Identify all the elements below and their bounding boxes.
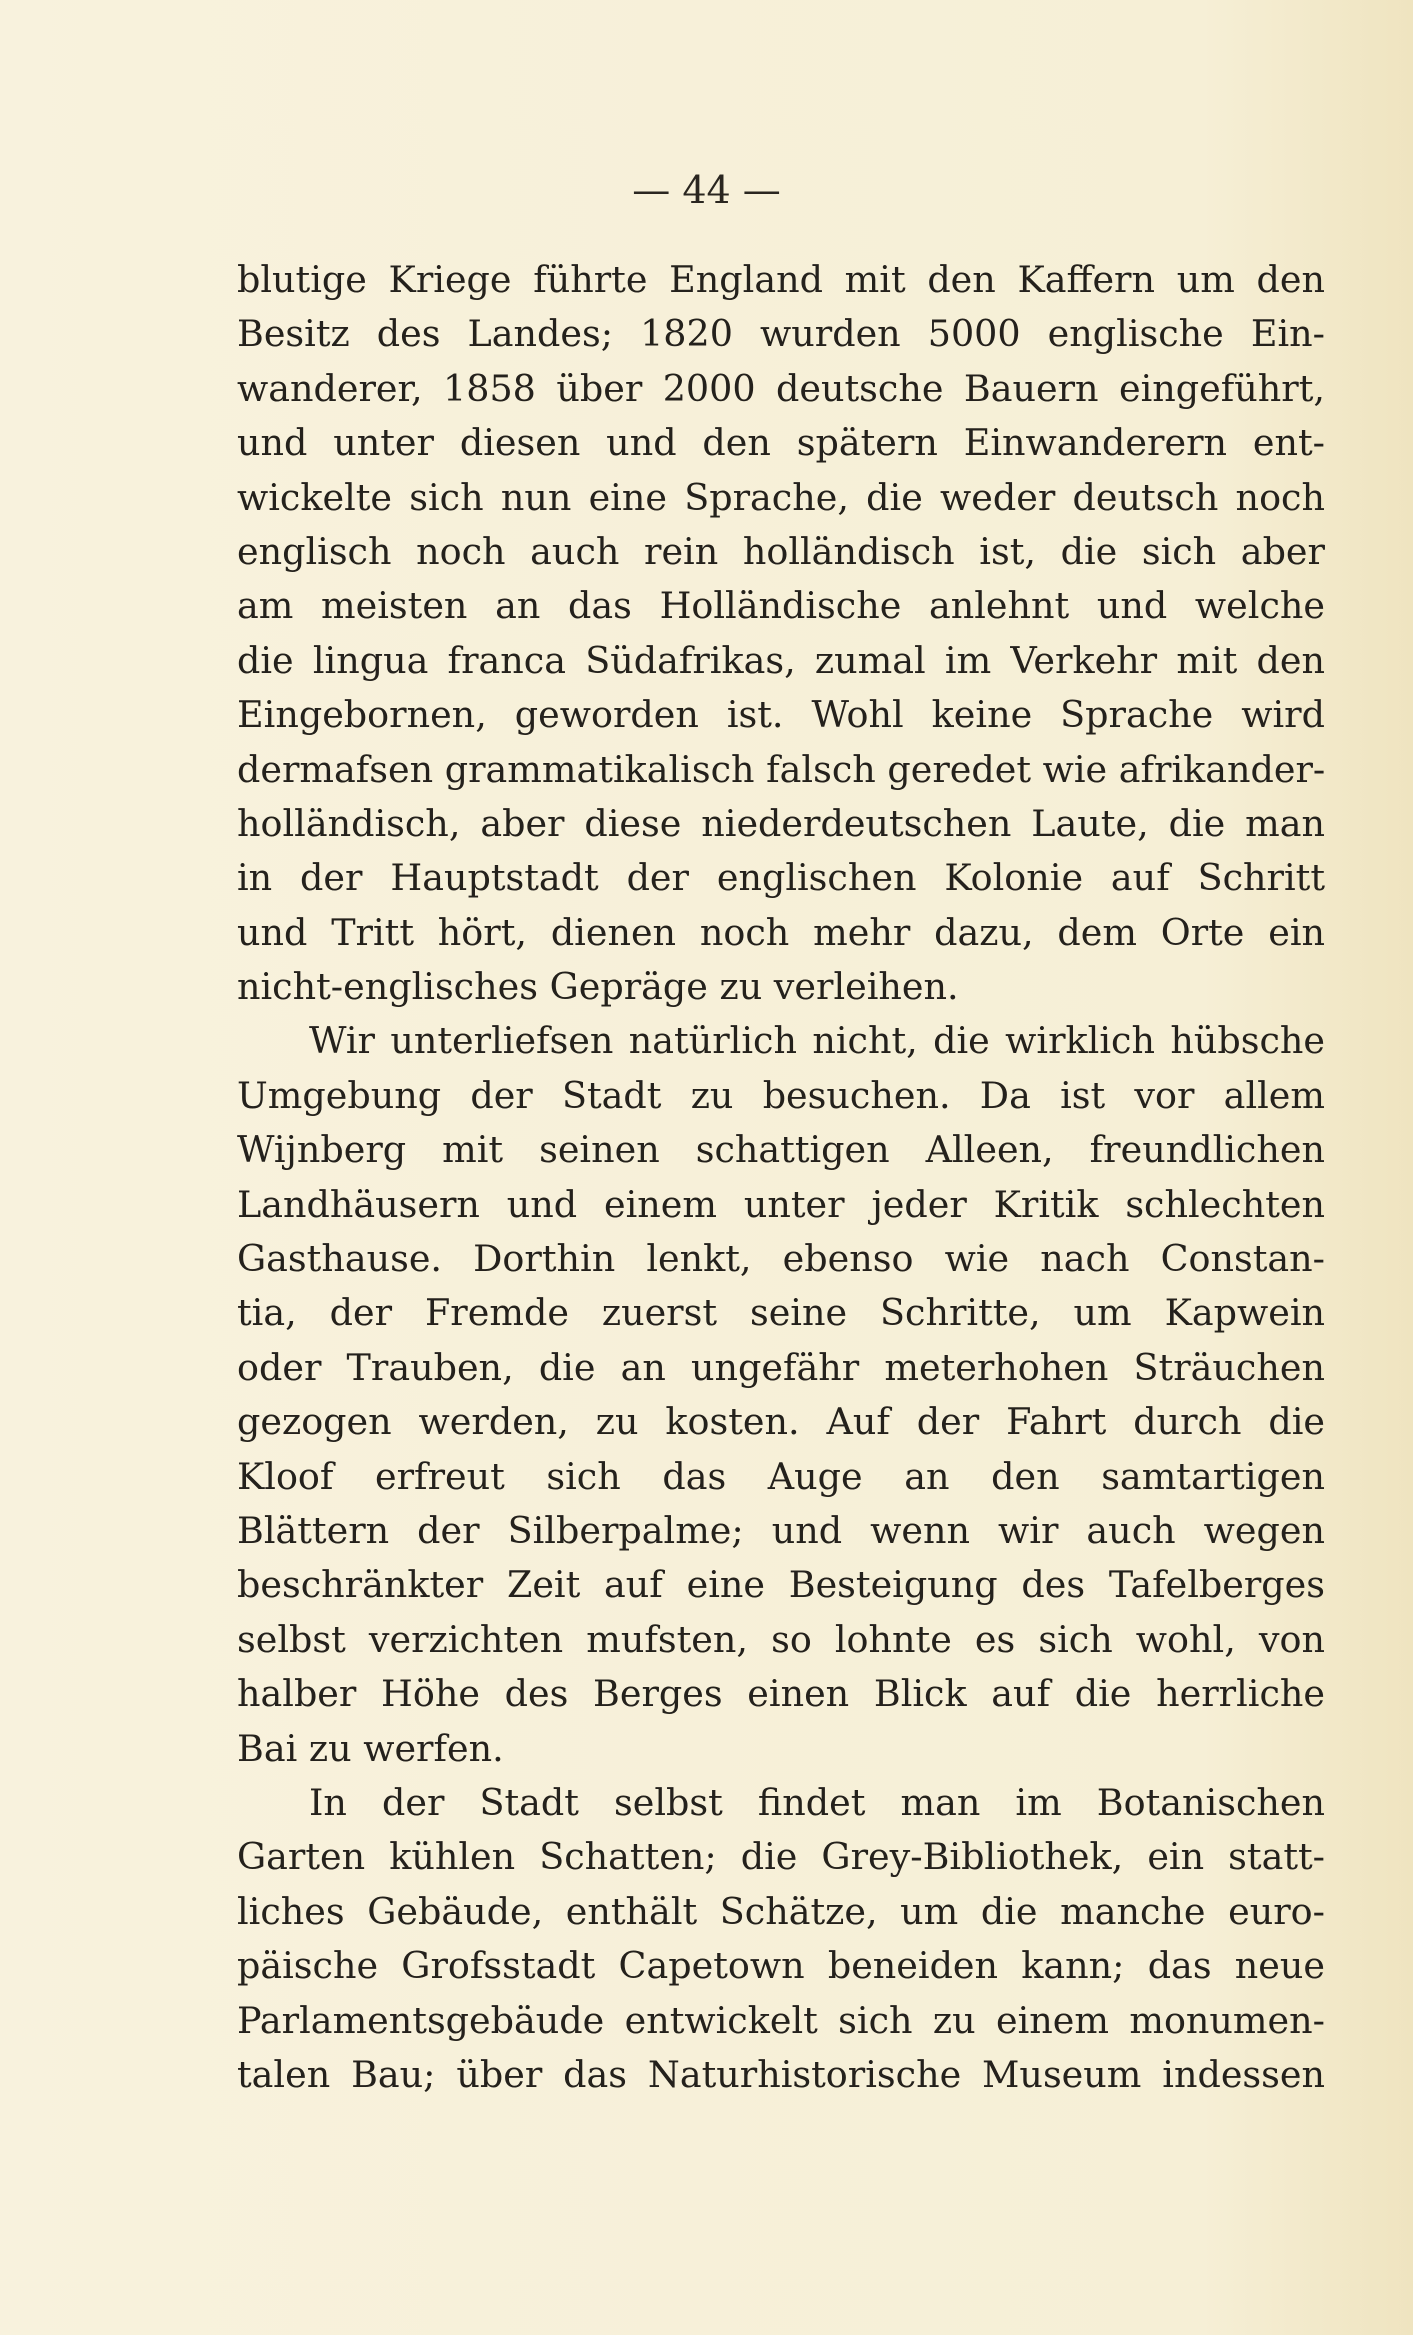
text-line: päische Grofsstadt Capetown beneiden kann; das neue	[237, 1944, 1325, 1988]
text-line: Kloof erfreut sich das Auge an den samtartigen	[237, 1454, 1325, 1498]
text-line: Bai zu werfen.	[237, 1726, 504, 1770]
text-line: Wir unterliefsen natürlich nicht, die wirklich hübsche	[309, 1019, 1325, 1063]
body-text	[237, 253, 1325, 2102]
text-line: blutige Kriege führte England mit den Kaffern um den	[237, 258, 1325, 301]
text-line: Blättern der Silberpalme; und wenn wir auch wegen	[237, 1508, 1325, 1552]
text-line: und unter diesen und den spätern Einwanderern ent-	[237, 421, 1325, 465]
text-line: selbst verzichten mufsten, so lohnte es sich wohl, von	[237, 1617, 1325, 1661]
text-line: wanderer, 1858 über 2000 deutsche Bauern eingeführt,	[237, 366, 1325, 410]
text-line: talen Bau; über das Naturhistorische Museum indessen	[237, 2052, 1325, 2096]
text-line: liches Gebäude, enthält Schätze, um die manche euro-	[237, 1889, 1325, 1933]
text-line: Besitz des Landes; 1820 wurden 5000 englische Ein-	[237, 312, 1325, 356]
text-line: oder Trauben, die an ungefähr meterhohen Sträuchen	[237, 1345, 1325, 1389]
text-line: Wijnberg mit seinen schattigen Alleen, freundlichen	[237, 1128, 1325, 1172]
text-line: Gasthause. Dorthin lenkt, ebenso wie nach Constan-	[237, 1237, 1325, 1281]
text-line: in der Hauptstadt der englischen Kolonie auf Schritt	[237, 856, 1325, 900]
text-line: nicht-englisches Gepräge zu verleihen.	[237, 965, 959, 1009]
text-line: Parlamentsgebäude entwickelt sich zu einem monumen-	[237, 1998, 1325, 2042]
text-line: beschränkter Zeit auf eine Besteigung des Tafelberges	[237, 1563, 1325, 1607]
text-line: am meisten an das Holländische anlehnt und welche	[237, 584, 1325, 628]
text-line: dermafsen grammatikalisch falsch geredet wie afrikander-	[237, 747, 1326, 791]
text-line: gezogen werden, zu kosten. Auf der Fahrt durch die	[237, 1400, 1325, 1444]
text-line: die lingua franca Südafrikas, zumal im Verkehr mit den	[237, 638, 1325, 682]
text-line: tia, der Fremde zuerst seine Schritte, um Kapwein	[237, 1291, 1325, 1335]
text-line: halber Höhe des Berges einen Blick auf die herrliche	[237, 1672, 1325, 1716]
text-line: wickelte sich nun eine Sprache, die weder deutsch noch	[237, 475, 1325, 519]
text-line: englisch noch auch rein holländisch ist, die sich aber	[237, 529, 1325, 573]
text-line: In der Stadt selbst findet man im Botanischen	[309, 1780, 1325, 1824]
text-line: Landhäusern und einem unter jeder Kritik schlechten	[237, 1182, 1325, 1226]
text-line: Eingebornen, geworden ist. Wohl keine Sprache wird	[237, 693, 1325, 737]
page-number: — 44 —	[632, 168, 781, 212]
text-line: und Tritt hört, dienen noch mehr dazu, dem Orte ein	[237, 910, 1325, 954]
text-line: Umgebung der Stadt zu besuchen. Da ist vor allem	[237, 1073, 1325, 1117]
text-line: holländisch, aber diese niederdeutschen Laute, die man	[237, 801, 1325, 845]
text-line: Garten kühlen Schatten; die Grey-Bibliothek, ein statt-	[237, 1835, 1325, 1879]
